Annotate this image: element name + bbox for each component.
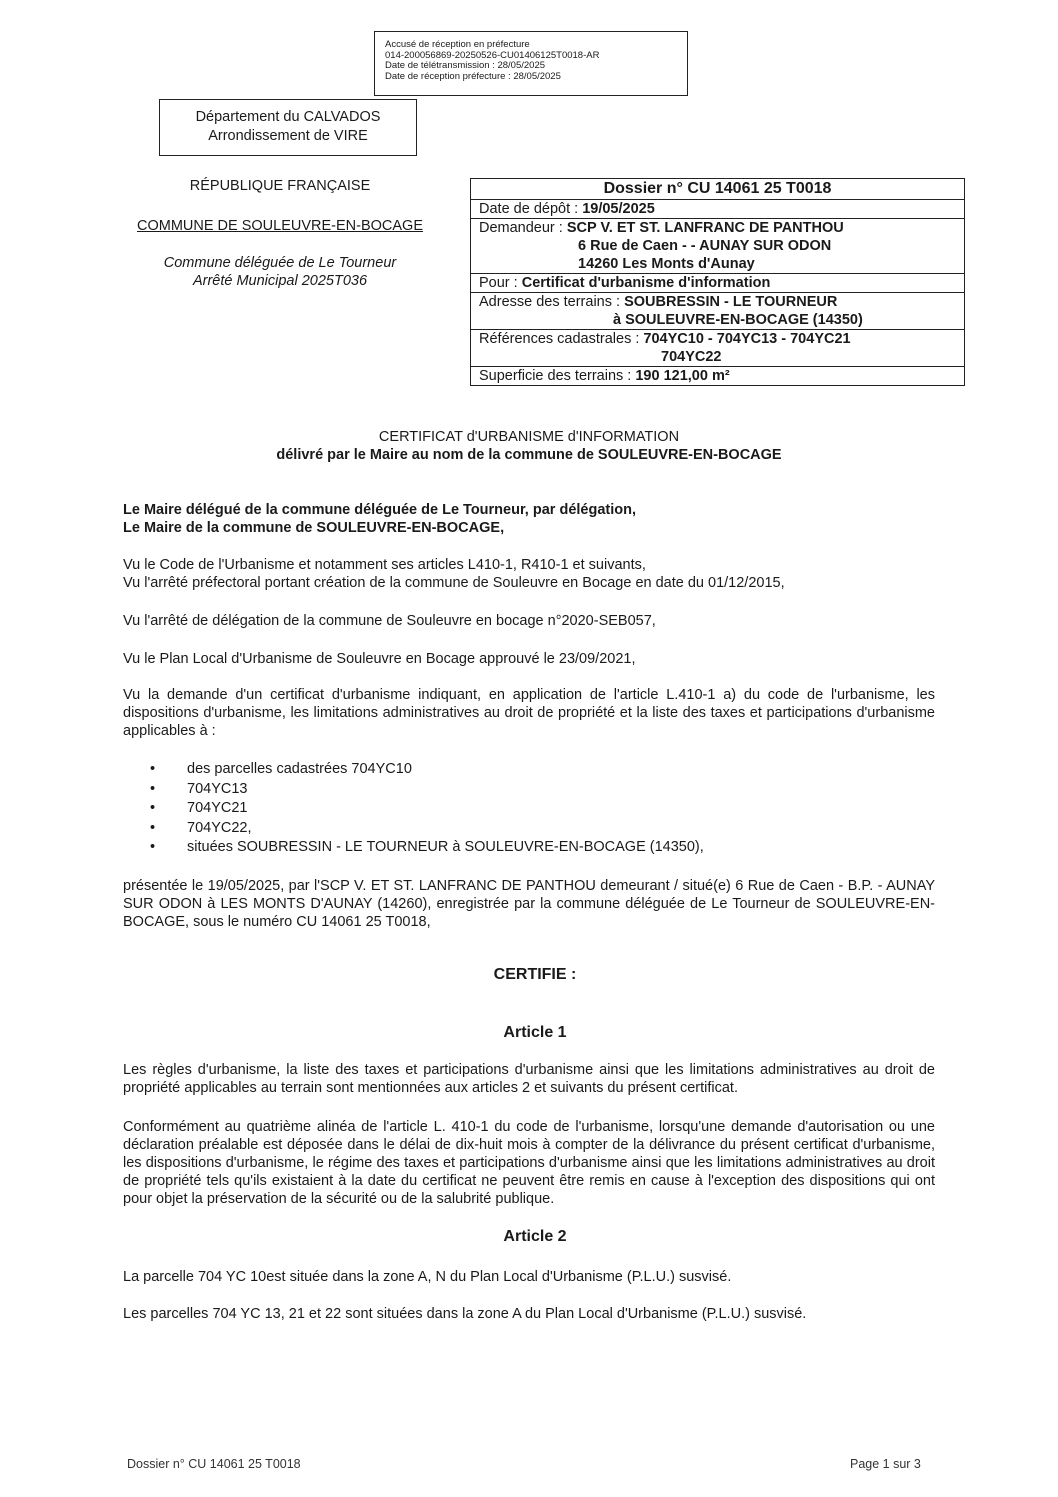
adresse-row: Adresse des terrains : SOUBRESSIN - LE TOURNEUR à SOULEUVRE-EN-BOCAGE (14350) bbox=[471, 293, 964, 330]
list-item: • 704YC22, bbox=[150, 819, 850, 839]
footer-dossier-number: Dossier n° CU 14061 25 T0018 bbox=[127, 1457, 301, 1471]
pour-row: Pour : Certificat d'urbanisme d'information bbox=[471, 274, 964, 293]
bullet-icon: • bbox=[150, 800, 156, 816]
vu-code-urbanisme: Vu le Code de l'Urbanisme et notamment ses articles L410-1, R410-1 et suivants, bbox=[123, 557, 646, 573]
superficie-row: Superficie des terrains : 190 121,00 m² bbox=[479, 368, 730, 384]
certifie-heading: CERTIFIE : bbox=[493, 966, 577, 983]
department-box bbox=[159, 99, 417, 156]
department-name: Département du CALVADOS bbox=[195, 109, 381, 125]
list-item: • 704YC13 bbox=[150, 780, 850, 800]
demandeur-name: SCP V. ET ST. LANFRANC DE PANTHOU bbox=[566, 220, 844, 236]
adresse-value: SOUBRESSIN - LE TOURNEUR bbox=[624, 294, 838, 310]
pour-value: Certificat d'urbanisme d'information bbox=[521, 275, 771, 291]
arrondissement-name: Arrondissement de VIRE bbox=[208, 128, 368, 144]
bullet-icon: • bbox=[150, 839, 156, 855]
article-1-title: Article 1 bbox=[503, 1024, 567, 1041]
depot-row: Date de dépôt : 19/05/2025 bbox=[471, 200, 964, 219]
reception-stamp bbox=[374, 31, 688, 96]
adresse-commune: à SOULEUVRE-EN-BOCAGE (14350) bbox=[613, 312, 863, 328]
republic-title: RÉPUBLIQUE FRANÇAISE bbox=[189, 178, 371, 194]
demandeur-address: 6 Rue de Caen - - AUNAY SUR ODON bbox=[578, 238, 832, 254]
article-2-title: Article 2 bbox=[503, 1228, 567, 1245]
bullet-icon: • bbox=[150, 780, 156, 797]
vu-demande: Vu la demande d'un certificat d'urbanisme indiquant, en application de l'article L.410-1 a) du code de l'urbanisme, les dispositions d'urbanisme, les limitations administratives au droit de propriété et la liste des taxes et participations d'urbanisme applicables à : bbox=[123, 687, 935, 739]
dossier-box bbox=[470, 178, 965, 386]
bullet-icon: • bbox=[150, 761, 156, 777]
article-2-paragraph-2: Les parcelles 704 YC 13, 21 et 22 sont situées dans la zone A du Plan Local d'Urbanisme (P.L.U.) susvisé. bbox=[123, 1306, 807, 1322]
commune-name: COMMUNE DE SOULEUVRE-EN-BOCAGE bbox=[136, 218, 423, 234]
certificate-subtitle: délivré par le Maire au nom de la commune de SOULEUVRE-EN-BOCAGE bbox=[276, 447, 782, 463]
dossier-number: Dossier n° CU 14061 25 T0018 bbox=[471, 179, 964, 200]
maire-line-2: Le Maire de la commune de SOULEUVRE-EN-BOCAGE, bbox=[123, 520, 505, 536]
maire-line-1: Le Maire délégué de la commune déléguée de Le Tourneur, par délégation, bbox=[123, 502, 636, 518]
article-1-paragraph-2: Conformément au quatrième alinéa de l'article L. 410-1 du code de l'urbanisme, lorsqu'une demande d'autorisation ou une déclaration préalable est déposée dans le délai de dix-huit mois à compter de la délivrance du présent certificat d'urbanisme, les dispositions d'urbanisme, le régime des taxes et participations d'urbanisme ainsi que les limitations administratives au droit de propriété tels qu'ils existaient à la date du certificat ne peuvent être remis en cause à l'exception des dispositions qui ont pour objet la préservation de la sécurité ou de la salubrité publique. bbox=[123, 1119, 935, 1207]
superficie-value: 190 121,00 m² bbox=[635, 368, 730, 384]
page-number: Page 1 sur 3 bbox=[850, 1457, 921, 1471]
vu-plu: Vu le Plan Local d'Urbanisme de Souleuvre en Bocage approuvé le 23/09/2021, bbox=[123, 651, 636, 667]
references-value: 704YC10 - 704YC13 - 704YC21 bbox=[643, 331, 851, 347]
vu-arrete-delegation: Vu l'arrêté de délégation de la commune de Souleuvre en bocage n°2020-SEB057, bbox=[123, 613, 656, 629]
vu-arrete-prefectoral: Vu l'arrêté préfectoral portant création de la commune de Souleuvre en Bocage en date du 01/12/2015, bbox=[123, 575, 785, 591]
references-value-2: 704YC22 bbox=[661, 349, 722, 365]
references-row: Références cadastrales : 704YC10 - 704YC13 - 704YC21 704YC22 bbox=[471, 330, 964, 367]
stamp-line: Date de télétransmission : 28/05/2025 bbox=[385, 60, 546, 71]
stamp-line: 014-200056869-20250526-CU01406125T0018-AR bbox=[385, 49, 600, 61]
depot-date: 19/05/2025 bbox=[582, 201, 655, 217]
stamp-line: Date de réception préfecture : 28/05/2025 bbox=[385, 70, 561, 82]
parcel-list bbox=[150, 760, 850, 858]
bullet-icon: • bbox=[150, 819, 156, 836]
demandeur-city: 14260 Les Monts d'Aunay bbox=[578, 256, 755, 272]
arrete-number: Arrêté Municipal 2025T036 bbox=[192, 273, 368, 289]
stamp-line: Accusé de réception en préfecture bbox=[385, 39, 530, 50]
certificate-title: CERTIFICAT d'URBANISME d'INFORMATION bbox=[378, 429, 680, 445]
demandeur-row: Demandeur : SCP V. ET ST. LANFRANC DE PANTHOU 6 Rue de Caen - - AUNAY SUR ODON 14260 Les Monts d'Aunay bbox=[471, 219, 964, 274]
list-item: • 704YC21 bbox=[150, 799, 850, 819]
list-item: • des parcelles cadastrées 704YC10 bbox=[150, 760, 850, 780]
delegated-commune: Commune déléguée de Le Tourneur bbox=[163, 255, 397, 271]
list-item: • situées SOUBRESSIN - LE TOURNEUR à SOULEUVRE-EN-BOCAGE (14350), bbox=[150, 838, 850, 858]
article-1-paragraph-1: Les règles d'urbanisme, la liste des taxes et participations d'urbanisme ainsi que les limitations administratives au droit de propriété applicables au terrain sont mentionnées aux articles 2 et suivants du présent certificat. bbox=[123, 1062, 935, 1096]
article-2-paragraph-1: La parcelle 704 YC 10est située dans la zone A, N du Plan Local d'Urbanisme (P.L.U.) susvisé. bbox=[123, 1269, 732, 1285]
presentee-paragraph: présentée le 19/05/2025, par l'SCP V. ET ST. LANFRANC DE PANTHOU demeurant / situé(e) 6 Rue de Caen - B.P. - AUNAY SUR ODON à LES MONTS D'AUNAY (14260), enregistrée par la commune déléguée de Le Tourneur de SOULEUVRE-EN-BOCAGE, sous le numéro CU 14061 25 T0018, bbox=[123, 878, 935, 930]
